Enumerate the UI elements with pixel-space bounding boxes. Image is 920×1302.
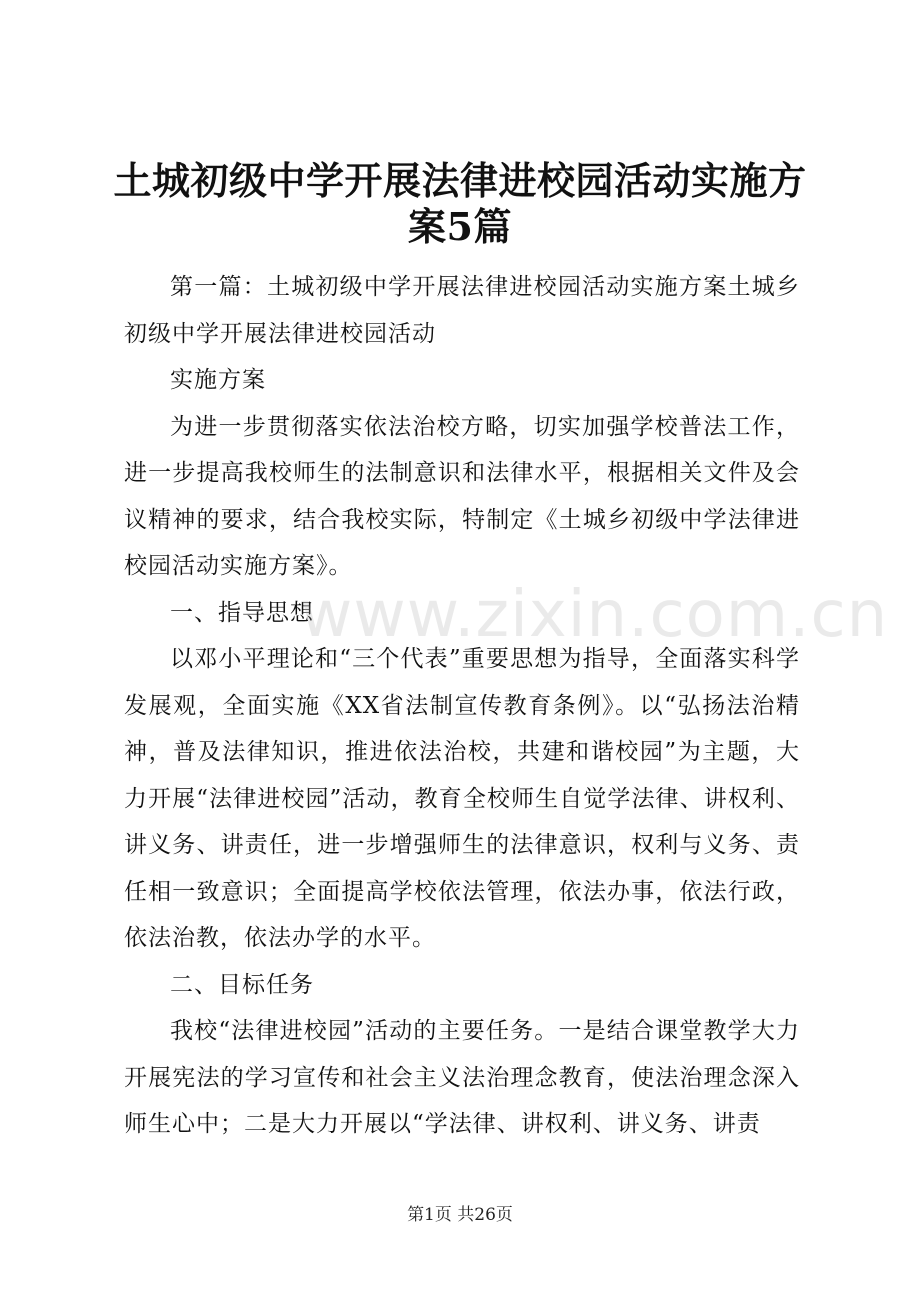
- paragraph: 我校“法律进校园”活动的主要任务。一是结合课堂教学大力开展宪法的学习宣传和社会主义法治理念教育，使法治理念深入师生心中；二是大力开展以“学法律、讲权利、讲义务、讲责: [124, 1018, 800, 1137]
- watermark: www.zixin.com.cn: [300, 578, 889, 652]
- document-body: [124, 264, 800, 1148]
- page-footer: 第1页 共26页: [407, 1205, 513, 1225]
- paragraph: 第一篇：土城初级中学开展法律进校园活动实施方案土城乡初级中学开展法律进校园活动: [124, 274, 800, 347]
- section-heading: 二、目标任务: [170, 971, 314, 998]
- document-title: 土城初级中学开展法律进校园活动实施方案5篇: [113, 158, 807, 249]
- paragraph: 为进一步贯彻落实依法治校方略，切实加强学校普法工作，进一步提高我校师生的法制意识和法律水平，根据相关文件及会议精神的要求，结合我校实际，特制定《土城乡初级中学法律进校园活动实施方案》。: [124, 413, 800, 579]
- section-heading: 实施方案: [170, 367, 266, 393]
- section-heading: 一、指导思想: [170, 599, 314, 626]
- paragraph: 以邓小平理论和“三个代表”重要思想为指导，全面落实科学发展观，全面实施《XX省法制宣传教育条例》。以“弘扬法治精神，普及法律知识，推进依法治校，共建和谐校园”为主题，大力开展“法律进校园”活动，教育全校师生自觉学法律、讲权利、讲义务、讲责任，进一步增强师生的法律意识，权利与义务、责任相一致意识；全面提高学校依法管理，依法办事，依法行政，依法治教，依法办学的水平。: [124, 646, 800, 951]
